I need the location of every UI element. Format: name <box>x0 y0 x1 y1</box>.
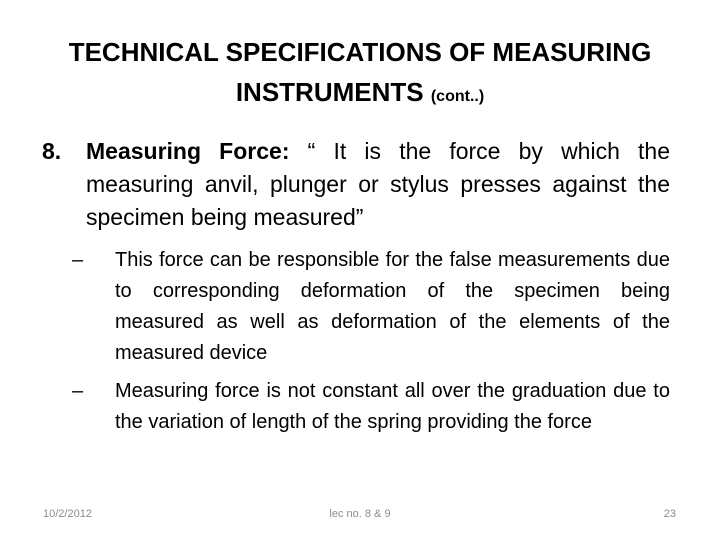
point-body <box>86 135 670 234</box>
footer-date: 10/2/2012 <box>43 508 92 520</box>
point-text: “ It is the force by which the measuring anvil, plunger or stylus presses against the specimen being measured” <box>86 138 671 230</box>
numbered-point <box>42 135 670 234</box>
sub-point-text: Measuring force is not constant all over the graduation due to the variation of length of the spring providing the force <box>115 380 670 433</box>
footer-lecture: lec no. 8 & 9 <box>329 508 391 520</box>
footer-page-number: 23 <box>663 508 676 520</box>
dash-bullet: – <box>72 249 84 271</box>
point-label: Measuring Force: <box>86 138 290 164</box>
point-number: 8. <box>42 138 62 164</box>
slide-title-main: TECHNICAL SPECIFICATIONS OF MEASURING INSTRUMENTS <box>68 37 652 107</box>
sub-point <box>72 245 670 369</box>
dash-bullet: – <box>72 380 84 402</box>
slide-title <box>30 32 690 117</box>
sub-point <box>72 376 670 438</box>
slide-title-suffix: (cont..) <box>430 88 485 105</box>
sub-point-text: This force can be responsible for the false measurements due to corresponding deformation of the specimen being measured as well as deformation of the elements of the measured device <box>115 249 670 364</box>
